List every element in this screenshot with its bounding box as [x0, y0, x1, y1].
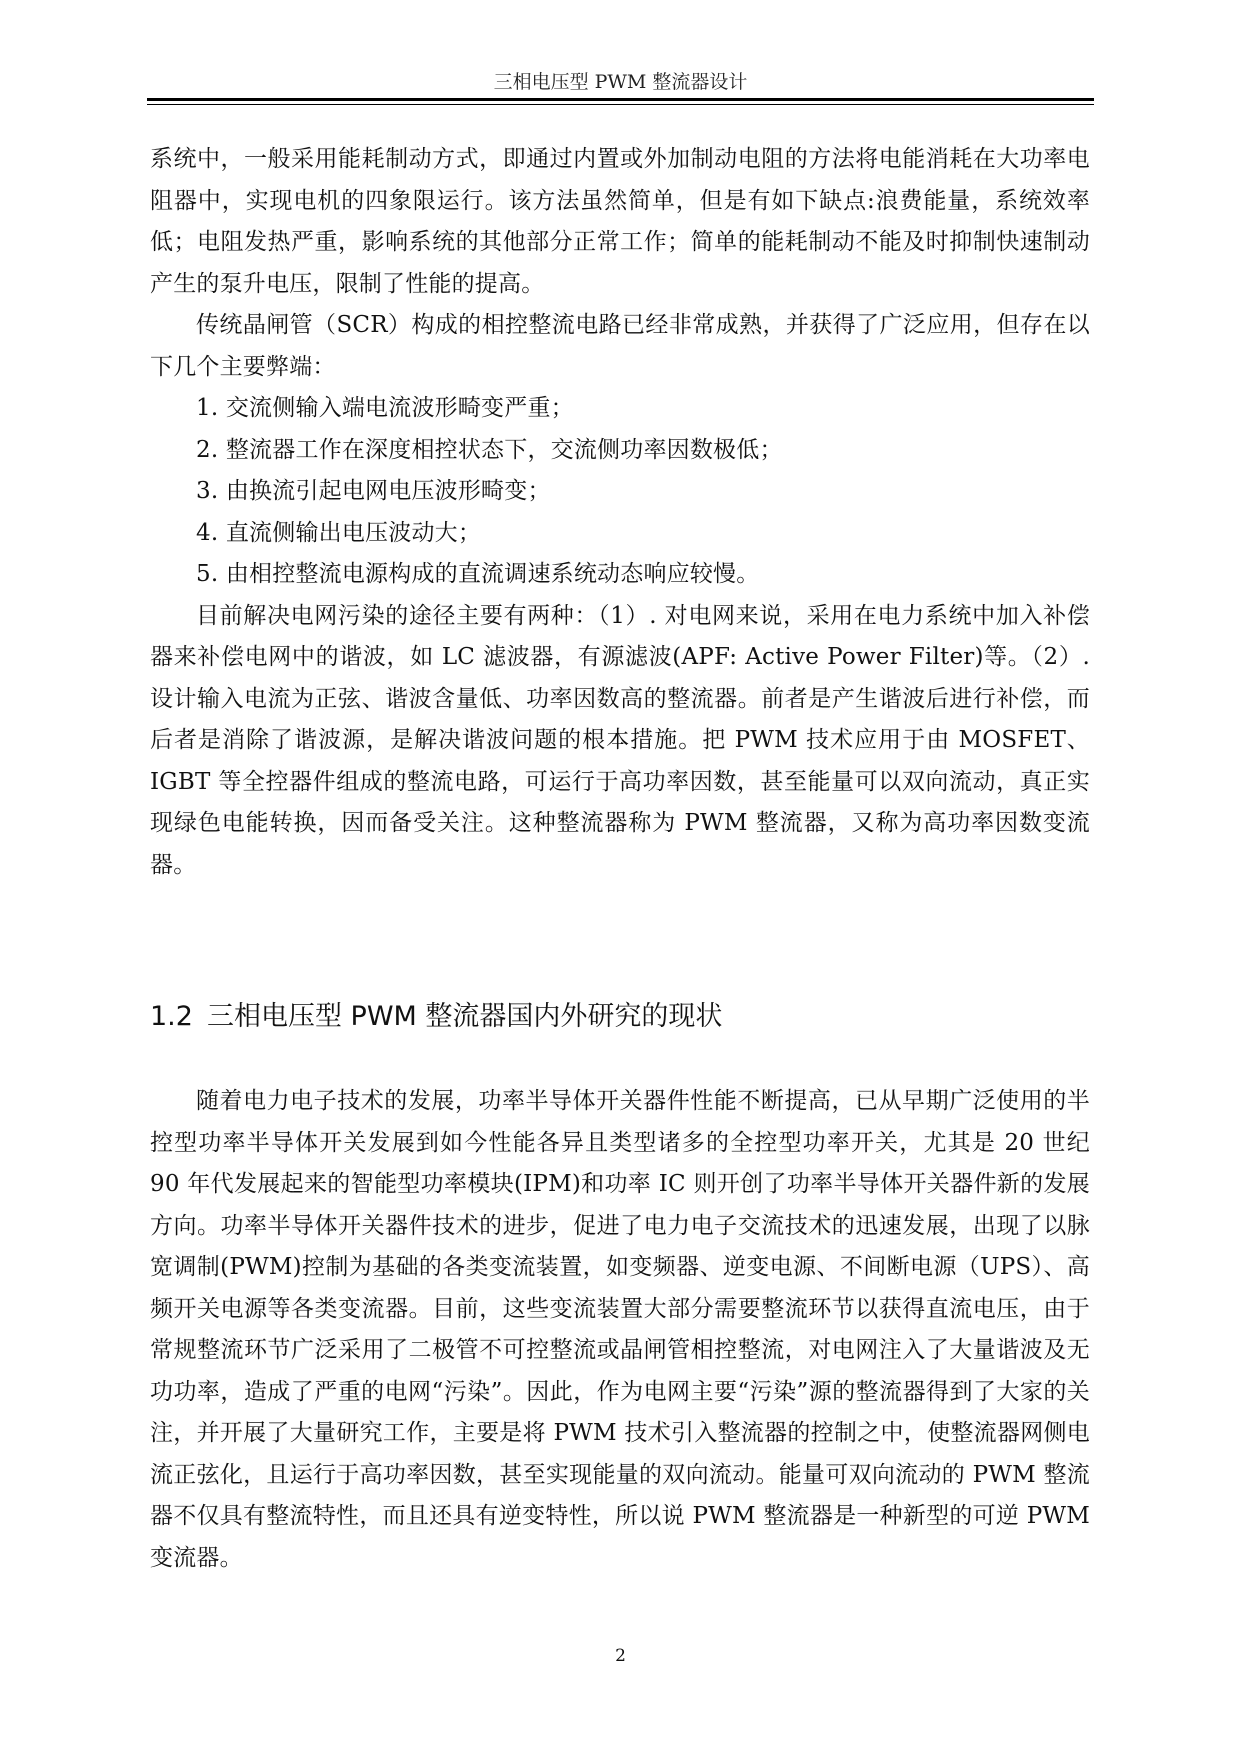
- header-rule-thin: [147, 104, 1094, 105]
- paragraph: 系统中，一般采用能耗制动方式，即通过内置或外加制动电阻的方法将电能消耗在大功率电阻器中，实现电机的四象限运行。该方法虽然简单，但是有如下缺点:浪费能量，系统效率低；电阻发热严重，影响系统的其他部分正常工作；简单的能耗制动不能及时抑制快速制动产生的泵升电压，限制了性能的提高。: [150, 146, 1090, 297]
- section-title: 三相电压型 PWM 整流器国内外研究的现状: [206, 1001, 723, 1032]
- paragraph: 目前解决电网污染的途径主要有两种：（1）. 对电网来说，采用在电力系统中加入补偿器来补偿电网中的谐波，如 LC 滤波器，有源滤波(APF: Active Power Filter)等。（2）. 设计输入电流为正弦、谐波含量低、功率因数高的整流器。前者是产生谐波后进行补偿，而后者是消除了谐波源，是解决谐波问题的根本措施。把 PWM 技术应用于由 MOSFET、IGBT 等全控器件组成的整流电路，可运行于高功率因数，甚至能量可以双向流动，真正实现绿色电能转换，因而备受关注。这种整流器称为 PWM 整流器，又称为高功率因数变流器。: [150, 602, 1090, 878]
- page-number: 2: [615, 1646, 626, 1666]
- list-item: 2. 整流器工作在深度相控状态下，交流侧功率因数极低；: [196, 436, 783, 463]
- list-item: 1. 交流侧输入端电流波形畸变严重；: [196, 395, 574, 421]
- section-number: 1.2: [150, 1001, 193, 1032]
- list-item: 3. 由换流引起电网电压波形畸变；: [196, 478, 551, 504]
- running-header: 三相电压型 PWM 整流器设计: [493, 71, 748, 93]
- section-heading: [150, 1000, 722, 1034]
- list-item: 5. 由相控整流电源构成的直流调速系统动态响应较慢。: [196, 561, 760, 587]
- header-rule-thick: [147, 98, 1094, 101]
- paragraph: 传统晶闸管（SCR）构成的相控整流电路已经非常成熟，并获得了广泛应用，但存在以下几个主要弊端：: [150, 312, 1090, 380]
- paragraph: 随着电力电子技术的发展，功率半导体开关器件性能不断提高，已从早期广泛使用的半控型功率半导体开关发展到如今性能各异且类型诸多的全控型功率开关，尤其是 20 世纪 90 年代发展起来的智能型功率模块(IPM)和功率 IC 则开创了功率半导体开关器件新的发展方向。功率半导体开关器件技术的进步，促进了电力电子交流技术的迅速发展，出现了以脉宽调制(PWM)控制为基础的各类变流装置，如变频器、逆变电源、不间断电源（UPS）、高频开关电源等各类变流器。目前，这些变流装置大部分需要整流环节以获得直流电压，由于常规整流环节广泛采用了二极管不可控整流或晶闸管相控整流，对电网注入了大量谐波及无功功率，造成了严重的电网“污染”。因此，作为电网主要“污染”源的整流器得到了大家的关注，并开展了大量研究工作，主要是将 PWM 技术引入整流器的控制之中，使整流器网侧电流正弦化，且运行于高功率因数，甚至实现能量的双向流动。能量可双向流动的 PWM 整流器不仅具有整流特性，而且还具有逆变特性，所以说 PWM 整流器是一种新型的可逆 PWM 变流器。: [150, 1088, 1090, 1571]
- drawbacks-list: [150, 388, 1090, 596]
- section-2-body: [150, 1081, 1090, 1579]
- section-1-body: [150, 139, 1090, 886]
- list-item: 4. 直流侧输出电压波动大；: [196, 519, 482, 546]
